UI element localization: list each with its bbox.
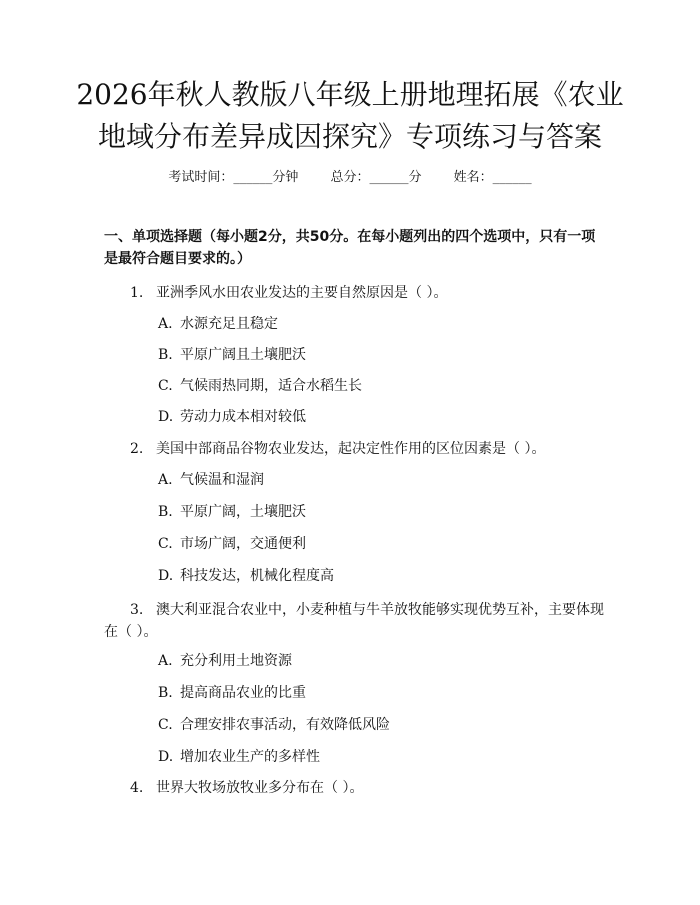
option-letter: A. [158,472,173,488]
section-header: 一、单项选择题（每小题2分，共50分。在每小题列出的四个选项中，只有一项是最符合题目要求的。） [104,229,596,267]
option-text: 平原广阔且土壤肥沃 [180,347,306,363]
question-2 [104,438,604,460]
question-text: 世界大牧场放牧业多分布在（ ）。 [156,780,364,796]
question-3-option-b [158,683,598,703]
option-text: 气候温和湿润 [180,472,264,488]
option-text: 平原广阔，土壤肥沃 [180,504,306,520]
question-3 [104,599,604,643]
option-letter: A. [158,316,173,332]
document-title [60,74,640,158]
option-letter: C. [158,536,173,552]
option-letter: D. [158,409,174,425]
question-number: 4. [130,780,144,796]
option-text: 增加农业生产的多样性 [180,749,320,765]
question-text: 美国中部商品谷物农业发达，起决定性作用的区位因素是（ ）。 [156,441,546,457]
option-letter: C. [158,378,173,394]
question-number: 3. [130,602,144,618]
question-2-option-c [158,534,598,554]
question-1-option-c [158,376,598,396]
question-number: 2. [130,441,144,457]
title-line-2: 地域分布差异成因探究》专项练习与答案 [97,120,602,153]
question-1 [104,282,604,304]
option-text: 劳动力成本相对较低 [180,409,306,425]
question-1-option-b [158,345,598,365]
question-number: 1. [130,285,144,301]
title-line-1: 2026年秋人教版八年级上册地理拓展《农业 [76,78,624,111]
option-letter: A. [158,653,173,669]
option-text: 水源充足且稳定 [180,316,278,332]
question-2-option-a [158,470,598,490]
option-text: 合理安排农事活动，有效降低风险 [180,717,390,733]
option-text: 科技发达，机械化程度高 [180,568,334,584]
question-3-option-c [158,715,598,735]
option-letter: B. [158,685,173,701]
option-text: 充分利用土地资源 [180,653,292,669]
question-text: 亚洲季风水田农业发达的主要自然原因是（ ）。 [156,285,448,301]
option-letter: D. [158,568,174,584]
question-text: 澳大利亚混合农业中，小麦种植与牛羊放牧能够实现优势互补，主要体现在（ ）。 [104,602,604,640]
option-text: 市场广阔，交通便利 [180,536,306,552]
question-2-option-d [158,566,598,586]
option-letter: B. [158,504,173,520]
exam-score: 总分：______分 [330,170,422,185]
question-2-option-b [158,502,598,522]
option-letter: C. [158,717,173,733]
question-3-option-d [158,747,598,767]
exam-time: 考试时间：______分钟 [168,170,299,185]
question-3-option-a [158,651,598,671]
option-letter: D. [158,749,174,765]
question-1-option-d [158,407,598,427]
option-letter: B. [158,347,173,363]
option-text: 提高商品农业的比重 [180,685,306,701]
option-text: 气候雨热同期，适合水稻生长 [180,378,362,394]
question-4 [104,777,604,799]
student-name: 姓名：______ [453,170,532,185]
exam-meta [0,168,700,188]
question-1-option-a [158,314,598,334]
